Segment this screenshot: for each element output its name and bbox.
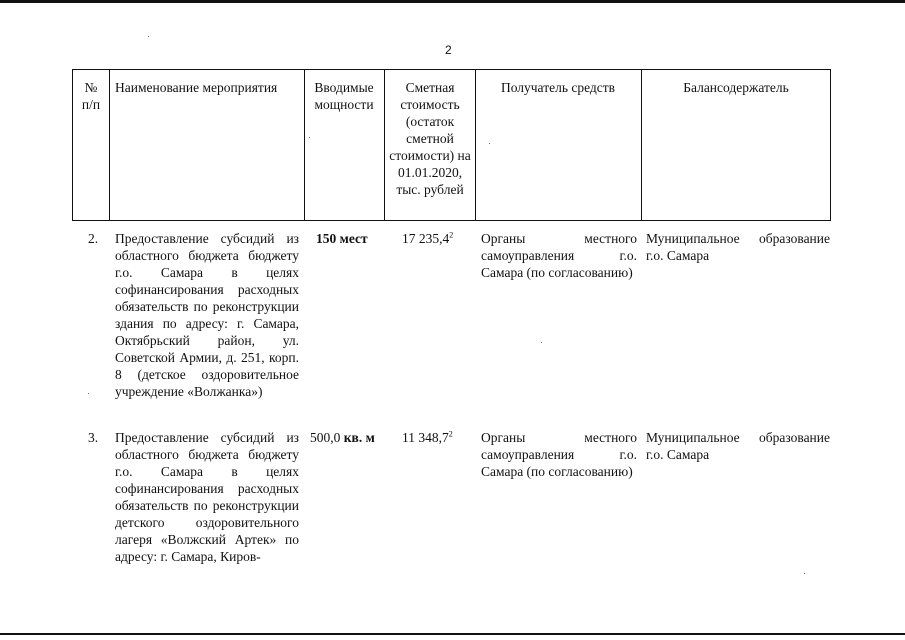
row-2-num: 2. (88, 231, 99, 246)
row-2-capacity-text: 150 мест (316, 231, 368, 246)
scan-speck (804, 573, 805, 574)
row-2-holder: Муниципальное образование г.о. Самара (646, 231, 830, 263)
scan-top-border (0, 0, 905, 3)
col-divider-6 (830, 69, 831, 221)
col-divider-0 (72, 69, 73, 221)
header-name: Наименование мероприятия (115, 80, 278, 95)
row-3-capacity (310, 429, 375, 446)
row-3-holder: Муниципальное образование г.о. Самара (646, 430, 830, 462)
scan-bottom-border (0, 633, 905, 635)
col-divider-4 (475, 69, 476, 221)
col-divider-5 (641, 69, 642, 221)
col-divider-2 (304, 69, 305, 221)
row-2-cost-value: 17 235,4 (402, 231, 450, 246)
header-holder: Балансодержатель (683, 80, 789, 95)
scan-speck (489, 143, 490, 144)
header-capacity: Вводимые мощности (314, 80, 374, 112)
scan-speck (148, 36, 149, 37)
row-3-capacity-value: 500,0 (310, 430, 341, 445)
row-3-name: Предоставление субсидий из областного бюджета бюджету г.о. Самара в целях софинансирования расходных обязательств по реконструкции детского оздоровительного лагеря «Волжский Артек» по адресу: г. Самара, Киров- (115, 430, 299, 564)
row-3-cost-footnote: 2 (448, 429, 453, 439)
row-3-cost (402, 429, 453, 446)
scan-speck (88, 393, 89, 394)
row-3-num: 3. (88, 430, 99, 445)
table-top-line (72, 69, 831, 70)
col-divider-1 (109, 69, 110, 221)
row-2-name: Предоставление субсидий из областного бюджета бюджету г.о. Самара в целях софинансирования расходных обязательств по реконструкции здания по адресу: г. Самара, Октябрьский район, ул. Советской Армии, д. 251, корп. 8 (детское оздоровительное учреждение «Волжанка») (115, 231, 299, 399)
scan-speck (309, 137, 310, 138)
table-header-bottom-line (72, 220, 831, 221)
row-2-recipient: Органы местного самоуправления г.о. Самара (по согласованию) (481, 231, 637, 280)
row-2-cost-footnote: 2 (449, 230, 454, 240)
row-3-capacity-unit: кв. м (343, 430, 375, 445)
col-divider-3 (384, 69, 385, 221)
scan-speck (541, 342, 542, 343)
row-3-recipient: Органы местного самоуправления г.о. Самара (по согласованию) (481, 430, 637, 479)
header-recipient: Получатель средств (500, 80, 616, 95)
row-2-cost (402, 230, 453, 247)
row-2-capacity (316, 230, 368, 247)
header-cost: Сметная стоимость (остаток сметной стоимости) на 01.01.2020, тыс. рублей (389, 80, 471, 197)
row-3-cost-value: 11 348,7 (402, 430, 449, 445)
page-number: 2 (445, 43, 452, 57)
header-num: № п/п (81, 80, 101, 112)
